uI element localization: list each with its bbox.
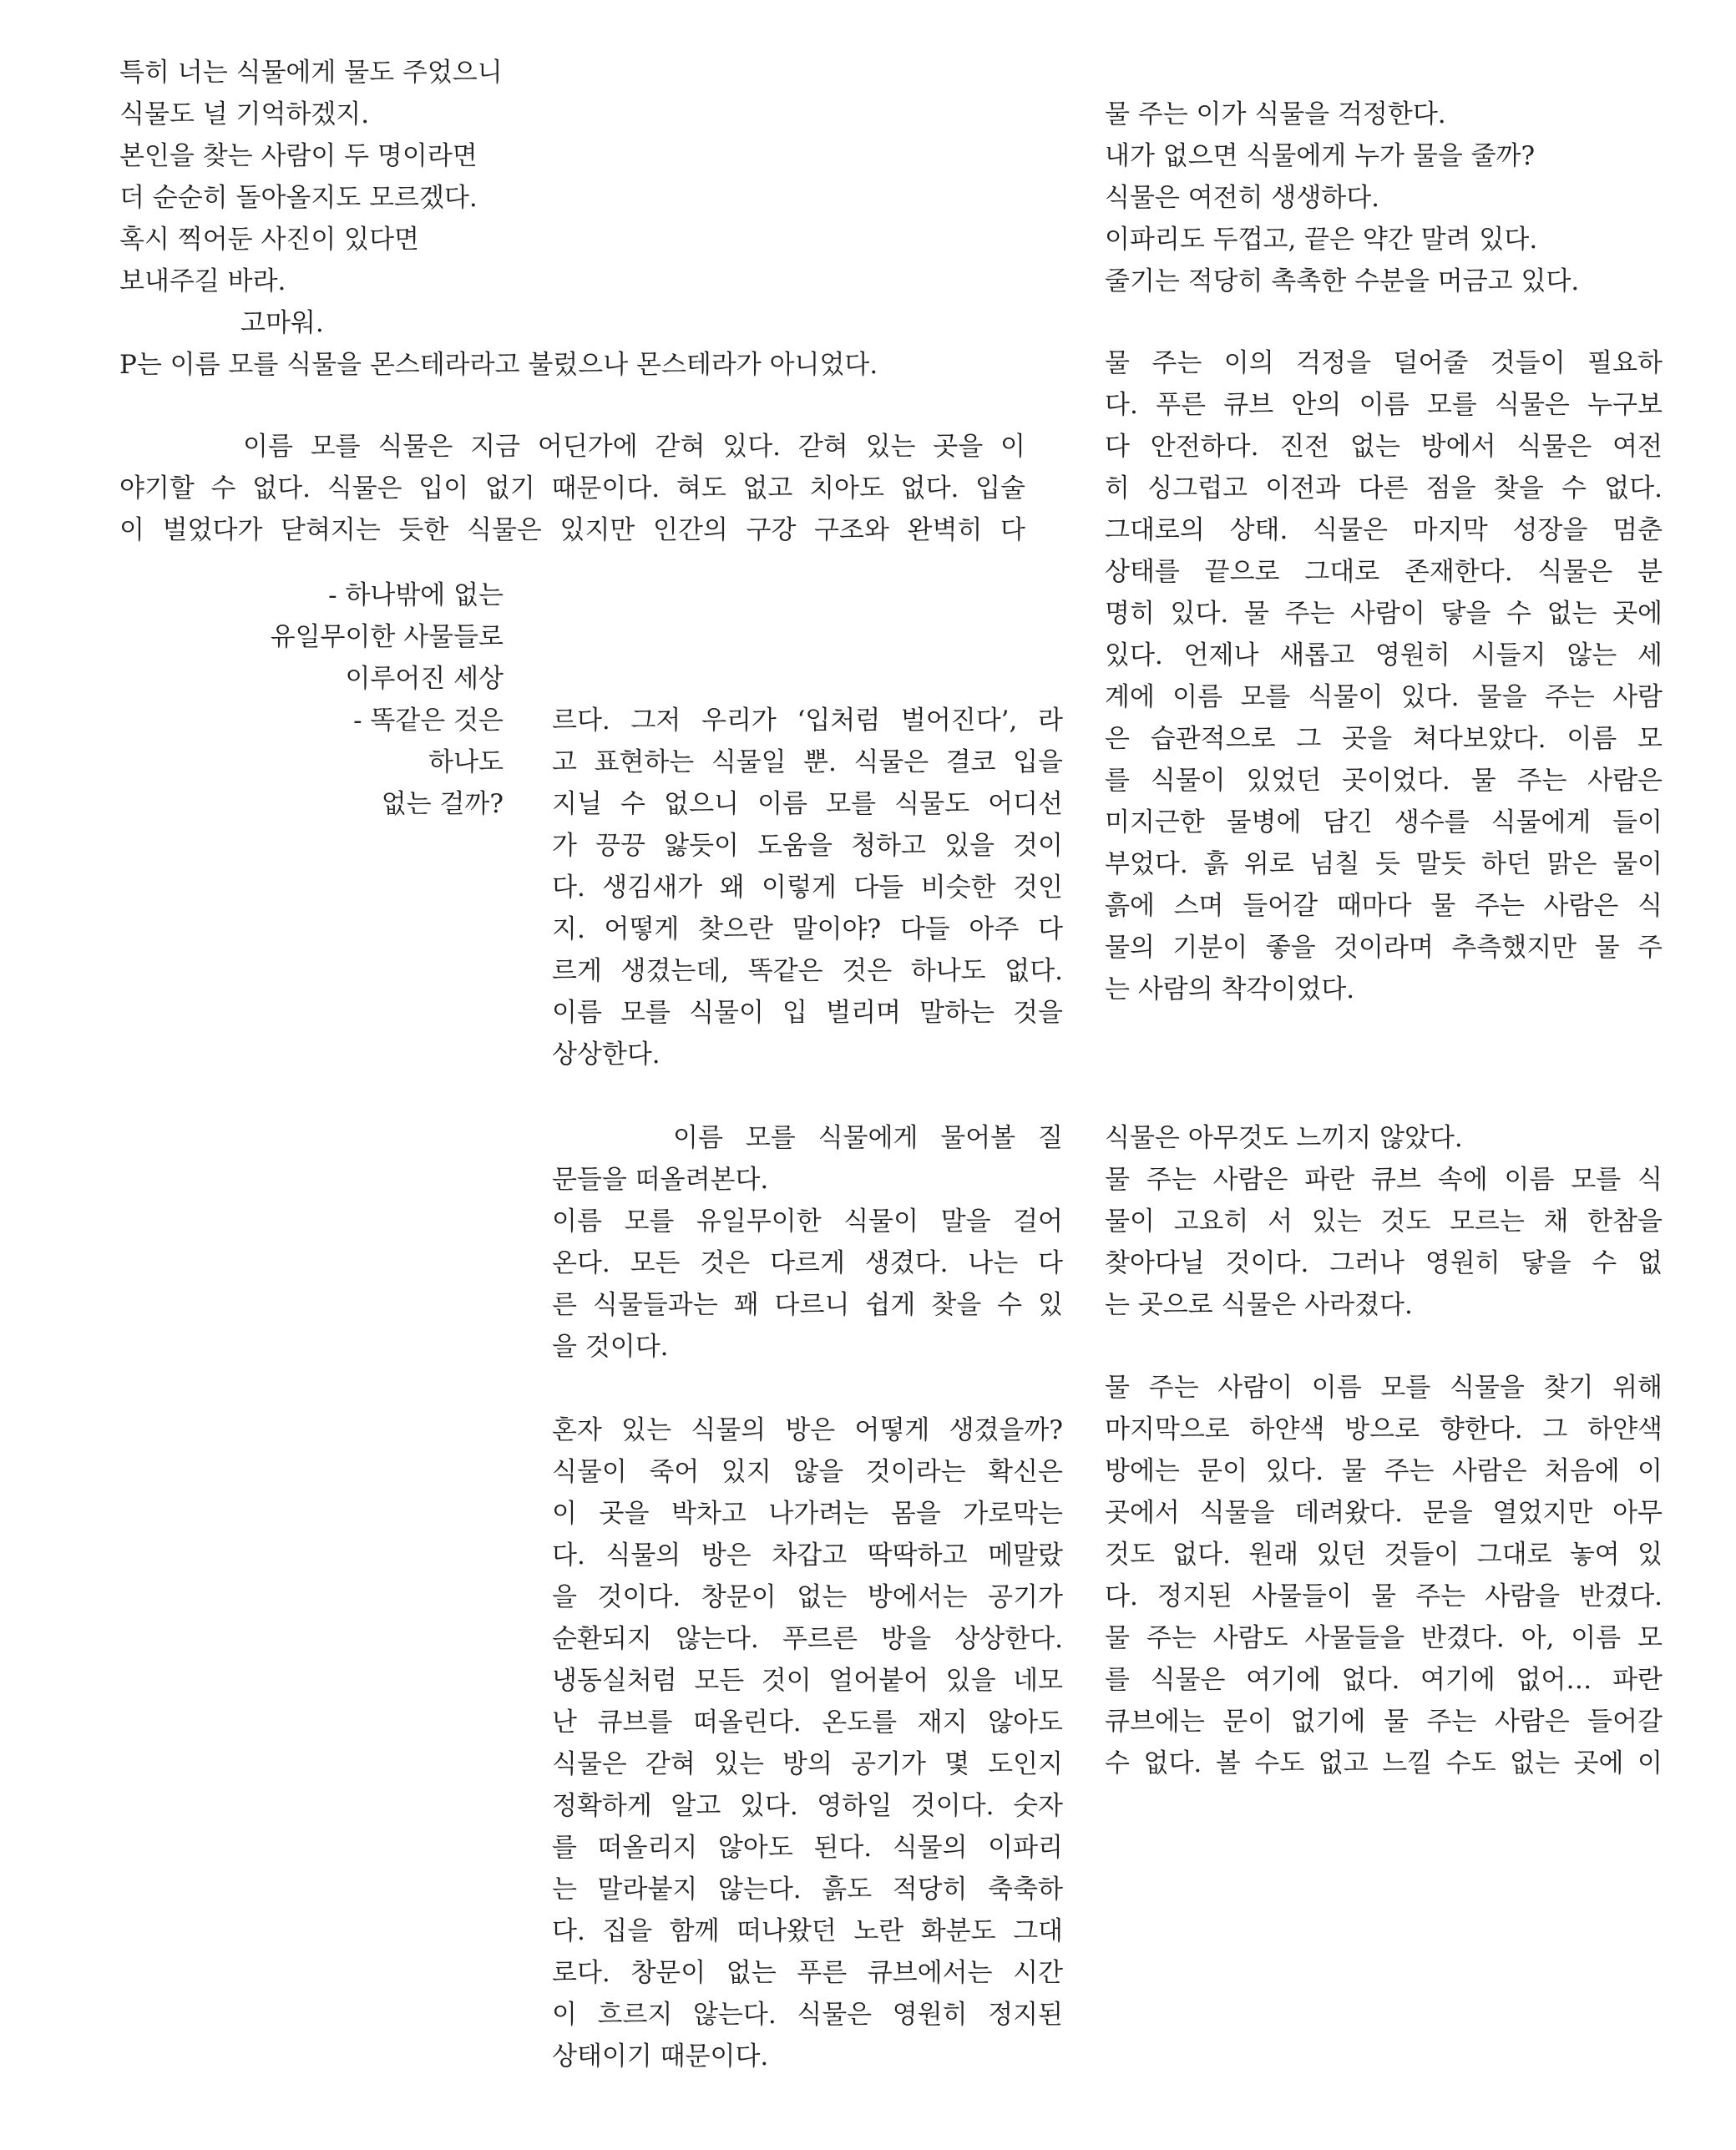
paragraph-line: 물 주는 이가 식물을 걱정한다. <box>1105 99 1446 129</box>
letter-line: 혹시 찍어둔 사진이 있다면 <box>119 225 419 255</box>
poem-line: - 똑같은 것은 <box>353 706 504 736</box>
paragraph-line: 마지막으로 하얀색 방으로 향한다. 그 하얀색 <box>1105 1414 1663 1444</box>
paragraph-line: 온다. 모든 것은 다르게 생겼다. 나는 다 <box>552 1248 1063 1278</box>
paragraph-line: 히 싱그럽고 이전과 다른 점을 찾을 수 없다. <box>1105 473 1663 503</box>
paragraph-line: 이름 모를 식물이 입 벌리며 말하는 것을 <box>552 998 1063 1028</box>
paragraph-line: 식물이 죽어 있지 않을 것이라는 확신은 <box>552 1457 1063 1487</box>
paragraph-line: 지. 어떻게 찾으란 말이야? 다들 아주 다 <box>552 914 1063 944</box>
right-paragraph-4 <box>1105 1367 1663 1784</box>
paragraph-line: 이파리도 두껍고, 끝은 약간 말려 있다. <box>1105 225 1538 255</box>
letter-line: 본인을 찾는 사람이 두 명이라면 <box>119 141 478 171</box>
paragraph-line: 는 말라붙지 않는다. 흙도 적당히 축축하 <box>552 1874 1063 1905</box>
letter-block <box>119 52 878 386</box>
poem-line: 유일무이한 사물들로 <box>270 622 504 652</box>
paragraph-line: 물 주는 사람도 사물들을 반겼다. 아, 이름 모 <box>1105 1623 1663 1653</box>
paragraph-line: 이름 모를 식물은 지금 어딘가에 갇혀 있다. 갇혀 있는 곳을 이 <box>243 432 1025 462</box>
poem-line: 하나도 <box>428 747 504 777</box>
paragraph-line: 흙에 스며 들어갈 때마다 물 주는 사람은 식 <box>1105 891 1663 921</box>
right-paragraph-1 <box>1105 94 1664 302</box>
poem-line: 없는 걸까? <box>381 789 504 819</box>
paragraph-line: 르다. 그저 우리가 ‘입처럼 벌어진다’, 라 <box>552 706 1063 736</box>
paragraph-line: 줄기는 적당히 촉촉한 수분을 머금고 있다. <box>1105 266 1580 296</box>
letter-line: 특히 너는 식물에게 물도 주었으니 <box>119 58 503 88</box>
paragraph-line: 다. 식물의 방은 차갑고 딱딱하고 메말랐 <box>552 1540 1063 1571</box>
paragraph-line: 방에는 문이 있다. 물 주는 사람은 처음에 이 <box>1105 1456 1663 1486</box>
paragraph-line: 는 곳으로 식물은 사라졌다. <box>1105 1290 1413 1320</box>
paragraph-line: 물이 고요히 서 있는 것도 모르는 채 한참을 <box>1105 1207 1663 1237</box>
paragraph-line: 식물은 갇혀 있는 방의 공기가 몇 도인지 <box>552 1749 1063 1779</box>
side-poem <box>236 574 504 825</box>
paragraph-line: 다. 푸른 큐브 안의 이름 모를 식물은 누구보 <box>1105 390 1663 420</box>
letter-line: 보내주길 바라. <box>119 266 286 296</box>
paragraph-line: 다. 생김새가 왜 이렇게 다들 비슷한 것인 <box>552 873 1063 903</box>
paragraph-line: 을 것이다. <box>552 1332 669 1362</box>
letter-signoff: 고마워. <box>240 308 324 338</box>
paragraph-line: 물의 기분이 좋을 것이라며 추측했지만 물 주 <box>1105 933 1663 963</box>
paragraph-line: 내가 없으면 식물에게 누가 물을 줄까? <box>1105 141 1536 171</box>
middle-paragraph-1 <box>552 700 1063 1075</box>
paragraph-line: 것도 없다. 원래 있던 것들이 그대로 놓여 있 <box>1105 1540 1663 1570</box>
paragraph-line: 식물은 아무것도 느끼지 않았다. <box>1105 1123 1463 1153</box>
paragraph-line: 냉동실처럼 모든 것이 얼어붙어 있을 네모 <box>552 1666 1063 1696</box>
paragraph-line: 르게 생겼는데, 똑같은 것은 하나도 없다. <box>552 956 1063 986</box>
paragraph-line: 혼자 있는 식물의 방은 어떻게 생겼을까? <box>552 1415 1063 1445</box>
paragraph-line: 른 식물들과는 꽤 다르니 쉽게 찾을 수 있 <box>552 1290 1063 1320</box>
paragraph-line: 는 사람의 착각이었다. <box>1105 974 1355 1004</box>
paragraph-line: 이 흐르지 않는다. 식물은 영원히 정지된 <box>552 2000 1063 2030</box>
paragraph-line: 를 식물이 있었던 곳이었다. 물 주는 사람은 <box>1105 766 1663 796</box>
paragraph-line: 이름 모를 유일무이한 식물이 말을 걸어 <box>552 1207 1063 1237</box>
right-paragraph-2 <box>1105 342 1663 1010</box>
paragraph-line: 계에 이름 모를 식물이 있다. 물을 주는 사람 <box>1105 682 1663 712</box>
paragraph-line: 식물은 여전히 생생하다. <box>1105 183 1380 213</box>
paragraph-line: 미지근한 물병에 담긴 생수를 식물에게 들이 <box>1105 807 1663 837</box>
paragraph-line: 를 떠올리지 않아도 된다. 식물의 이파리 <box>552 1833 1063 1863</box>
paragraph-line: 난 큐브를 떠올린다. 온도를 재지 않아도 <box>552 1707 1063 1738</box>
paragraph-line: 야기할 수 없다. 식물은 입이 없기 때문이다. 혀도 없고 치아도 없다. 입술 <box>119 473 1025 503</box>
middle-paragraph-3 <box>552 1409 1063 2077</box>
letter-line: 더 순순히 돌아올지도 모르겠다. <box>119 183 478 213</box>
paragraph-line: 문들을 떠올려본다. <box>552 1165 769 1195</box>
paragraph-line: 곳에서 식물을 데려왔다. 문을 열었지만 아무 <box>1105 1498 1663 1528</box>
p-line: P는 이름 모를 식물을 몬스테라라고 불렀으나 몬스테라가 아니었다. <box>119 350 878 380</box>
paragraph-line: 은 습관적으로 그 곳을 쳐다보았다. 이름 모 <box>1105 724 1663 754</box>
paragraph-line: 다 안전하다. 진전 없는 방에서 식물은 여전 <box>1105 432 1663 462</box>
letter-line: 식물도 널 기억하겠지. <box>119 99 370 129</box>
paragraph-line: 을 것이다. 창문이 없는 방에서는 공기가 <box>552 1582 1063 1612</box>
paragraph-line: 가 끙끙 앓듯이 도움을 청하고 있을 것이 <box>552 831 1063 861</box>
paragraph-line: 큐브에는 문이 없기에 물 주는 사람은 들어갈 <box>1105 1707 1663 1737</box>
paragraph-line: 물 주는 사람은 파란 큐브 속에 이름 모를 식 <box>1105 1165 1663 1195</box>
paragraph-line: 수 없다. 볼 수도 없고 느낄 수도 없는 곳에 이 <box>1105 1748 1663 1778</box>
paragraph-line: 이 곳을 박차고 나가려는 몸을 가로막는 <box>552 1499 1063 1529</box>
middle-paragraph-2 <box>552 1117 1063 1368</box>
paragraph-line: 정확하게 알고 있다. 영하일 것이다. 숫자 <box>552 1791 1063 1821</box>
paragraph-line: 그대로의 상태. 식물은 마지막 성장을 멈춘 <box>1105 515 1663 545</box>
poem-line: - 하나밖에 없는 <box>328 580 504 610</box>
paragraph-line: 다. 집을 함께 떠나왔던 노란 화분도 그대 <box>552 1916 1063 1946</box>
paragraph-line: 상태이기 때문이다. <box>552 2041 769 2072</box>
paragraph-line: 상상한다. <box>552 1040 660 1070</box>
paragraph-line: 명히 있다. 물 주는 사람이 닿을 수 없는 곳에 <box>1105 599 1663 629</box>
paragraph-line: 물 주는 사람이 이름 모를 식물을 찾기 위해 <box>1105 1373 1663 1403</box>
paragraph-line: 물 주는 이의 걱정을 덜어줄 것들이 필요하 <box>1105 348 1663 378</box>
paragraph-line: 고 표현하는 식물일 뿐. 식물은 결코 입을 <box>552 747 1063 777</box>
poem-line: 이루어진 세상 <box>345 664 504 694</box>
paragraph-line: 이름 모를 식물에게 물어볼 질 <box>673 1123 1063 1153</box>
paragraph-line: 순환되지 않는다. 푸르른 방을 상상한다. <box>552 1624 1063 1654</box>
paragraph-line: 찾아다닐 것이다. 그러나 영원히 닿을 수 없 <box>1105 1248 1663 1278</box>
paragraph-line: 를 식물은 여기에 없다. 여기에 없어… 파란 <box>1105 1665 1663 1695</box>
wide-paragraph <box>119 426 1025 551</box>
paragraph-line: 지닐 수 없으니 이름 모를 식물도 어디선 <box>552 789 1063 819</box>
paragraph-line: 부었다. 흙 위로 넘칠 듯 말듯 하던 맑은 물이 <box>1105 849 1663 879</box>
paragraph-line: 다. 정지된 사물들이 물 주는 사람을 반겼다. <box>1105 1581 1663 1611</box>
paragraph-line: 로다. 창문이 없는 푸른 큐브에서는 시간 <box>552 1958 1063 1988</box>
paragraph-line: 이 벌었다가 닫혀지는 듯한 식물은 있지만 인간의 구강 구조와 완벽히 다 <box>119 515 1025 545</box>
paragraph-line: 있다. 언제나 새롭고 영원히 시들지 않는 세 <box>1105 640 1663 670</box>
right-paragraph-3 <box>1105 1117 1663 1326</box>
paragraph-line: 상태를 끝으로 그대로 존재한다. 식물은 분 <box>1105 557 1663 587</box>
